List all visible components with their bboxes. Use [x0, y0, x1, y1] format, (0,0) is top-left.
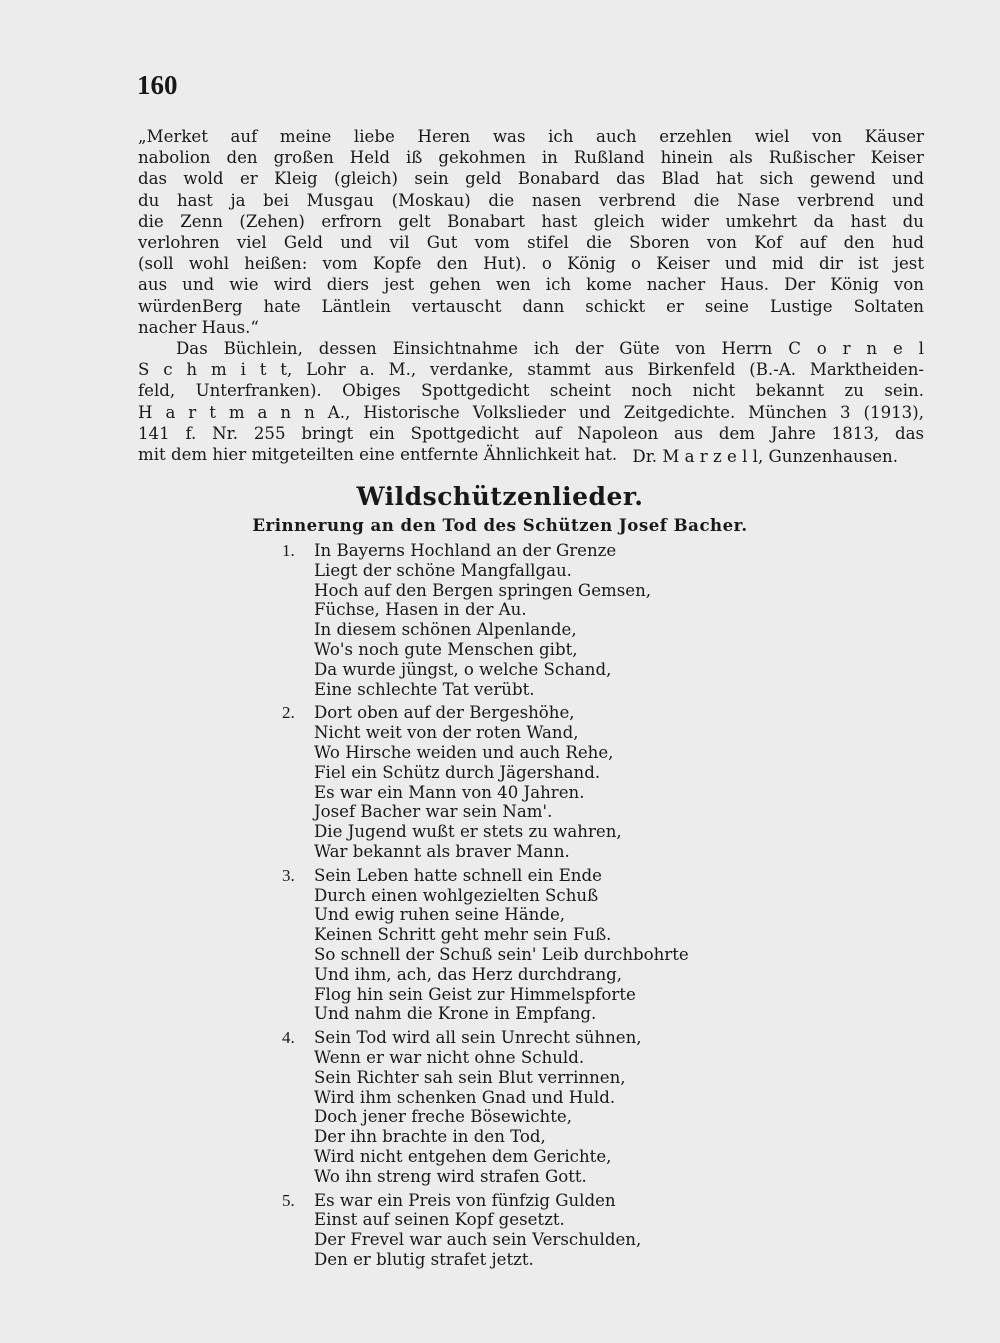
- verse-line: In Bayerns Hochland an der Grenze: [314, 541, 617, 560]
- prose-line: die Zenn (Zehen) erfrorn gelt Bonabart hast gleich wider umkehrt da hast du: [138, 211, 924, 231]
- verse-line: Hoch auf den Bergen springen Gemsen,: [314, 580, 652, 600]
- section-title: Wildschützenlieder.: [356, 482, 644, 511]
- verse-line: Die Jugend wußt er stets zu wahren,: [314, 822, 622, 842]
- verse-line: Wenn er war nicht ohne Schuld.: [314, 1047, 585, 1067]
- verse-line: Flog hin sein Geist zur Himmelspforte: [314, 984, 636, 1004]
- verse-line: Der ihn brachte in den Tod,: [314, 1127, 546, 1147]
- verse: [282, 1191, 802, 1270]
- page-number: 160: [137, 70, 178, 100]
- prose-line: 141 f. Nr. 255 bringt ein Spottgedicht auf Napoleon aus dem Jahre 1813, das: [138, 423, 924, 443]
- verse: [282, 866, 802, 1024]
- section-subtitle: Erinnerung an den Tod des Schützen Josef Bacher.: [252, 515, 748, 535]
- prose-paragraph: [138, 126, 924, 465]
- verse-line: So schnell der Schuß sein' Leib durchbohrte: [314, 944, 689, 964]
- prose-line: aus und wie wird diers jest gehen wen ich kome nacher Haus. Der König von: [138, 275, 924, 295]
- verse-line: Einst auf seinen Kopf gesetzt.: [314, 1210, 565, 1230]
- verse-line: Und ihm, ach, das Herz durchdrang,: [314, 964, 623, 984]
- verse-number: 2.: [282, 703, 295, 723]
- verse-line: Es war ein Preis von fünfzig Gulden: [314, 1190, 616, 1210]
- verse-line: Wird ihm schenken Gnad und Huld.: [314, 1087, 616, 1107]
- poem: [282, 541, 802, 1274]
- prose-line: du hast ja bei Musgau (Moskau) die nasen verbrend die Nase verbrend und: [138, 190, 924, 210]
- prose-line: nabolion den großen Held iß gekohmen in Rußland hinein als Rußischer Keiser: [138, 148, 924, 168]
- verse-line: Wird nicht entgehen dem Gerichte,: [314, 1146, 612, 1166]
- verse-number: 4.: [282, 1028, 295, 1048]
- prose-line: das wold er Kleig (gleich) sein geld Bonabard das Blad hat sich gewend und: [138, 169, 924, 189]
- prose-line: Das Büchlein, dessen Einsichtnahme ich der Güte von Herrn C o r n e l: [176, 339, 924, 359]
- verse-line: Fiel ein Schütz durch Jägershand.: [314, 762, 601, 782]
- prose-line: nacher Haus.“: [138, 317, 259, 337]
- verse-line: Dort oben auf der Bergeshöhe,: [314, 703, 575, 723]
- verse-line: Und nahm die Krone in Empfang.: [314, 1004, 597, 1024]
- verse: [282, 1028, 802, 1186]
- prose-line: H a r t m a n n A., Historische Volkslieder und Zeitgedichte. München 3 (1913),: [138, 402, 924, 422]
- prose-line: „Merket auf meine liebe Heren was ich auch erzehlen wiel von Käuser: [138, 127, 924, 146]
- verse-line: Wo Hirsche weiden und auch Rehe,: [314, 742, 614, 762]
- author-signature: Dr. M a r z e l l, Gunzenhausen.: [632, 447, 898, 466]
- verse-line: Nicht weit von der roten Wand,: [314, 723, 579, 743]
- verse-line: Durch einen wohlgezielten Schuß: [314, 885, 599, 905]
- verse-number: 5.: [282, 1190, 295, 1210]
- verse: [282, 703, 802, 861]
- verse-line: Liegt der schöne Mangfallgau.: [314, 560, 572, 580]
- prose-line: S c h m i t t, Lohr a. M., verdanke, stammt aus Birkenfeld (B.-A. Marktheiden-: [138, 360, 924, 380]
- prose-line: feld, Unterfranken). Obiges Spottgedicht scheint noch nicht bekannt zu sein.: [138, 381, 924, 401]
- verse-line: Keinen Schritt geht mehr sein Fuß.: [314, 925, 612, 945]
- verse-line: In diesem schönen Alpenlande,: [314, 620, 577, 640]
- verse-line: Da wurde jüngst, o welche Schand,: [314, 659, 612, 679]
- prose-line: verlohren viel Geld und vil Gut vom stifel die Sboren von Kof auf den hud: [138, 233, 924, 253]
- verse-line: Sein Tod wird all sein Unrecht sühnen,: [314, 1028, 642, 1048]
- verse: [282, 541, 802, 699]
- verse-line: Doch jener freche Bösewichte,: [314, 1107, 572, 1127]
- prose-line: würdenBerg hate Läntlein vertauscht dann schickt er seine Lustige Soltaten: [138, 296, 924, 316]
- prose-line: (soll wohl heißen: vom Kopfe den Hut). o König o Keiser und mid dir ist jest: [138, 254, 924, 274]
- verse-line: Es war ein Mann von 40 Jahren.: [314, 782, 585, 802]
- verse-line: Der Frevel war auch sein Verschulden,: [314, 1230, 642, 1250]
- verse-line: Sein Richter sah sein Blut verrinnen,: [314, 1067, 626, 1087]
- verse-number: 3.: [282, 865, 295, 885]
- prose-line: mit dem hier mitgeteilten eine entfernte Ähnlichkeit hat.: [138, 445, 618, 465]
- verse-line: Sein Leben hatte schnell ein Ende: [314, 865, 602, 885]
- verse-line: Den er blutig strafet jetzt.: [314, 1249, 534, 1269]
- verse-line: Wo ihn streng wird strafen Gott.: [314, 1166, 587, 1186]
- verse-line: Und ewig ruhen seine Hände,: [314, 905, 566, 925]
- verse-line: Füchse, Hasen in der Au.: [314, 600, 527, 620]
- verse-line: Eine schlechte Tat verübt.: [314, 679, 535, 699]
- verse-line: Josef Bacher war sein Nam'.: [314, 802, 553, 822]
- verse-line: Wo's noch gute Menschen gibt,: [314, 639, 578, 659]
- verse-number: 1.: [282, 541, 295, 560]
- verse-line: War bekannt als braver Mann.: [314, 841, 570, 861]
